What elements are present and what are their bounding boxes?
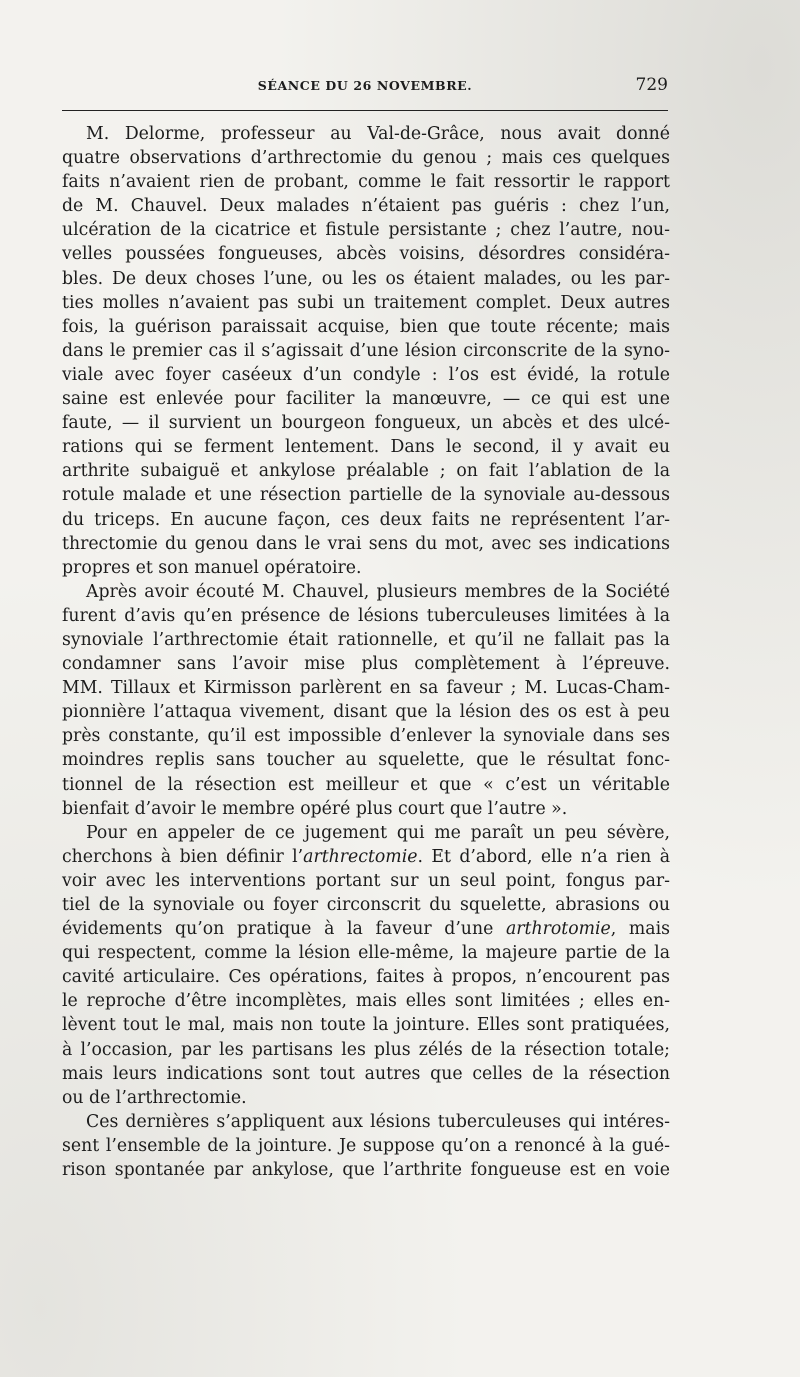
text-line: qui respectent, comme la lésion elle-même, la majeure partie de la <box>62 943 670 964</box>
body-text <box>62 122 670 1182</box>
text-line: pionnière l’attaqua vivement, disant que la lésion des os est à peu <box>62 702 670 723</box>
text-line: quatre observations d’arthrectomie du genou ; mais ces quelques <box>62 148 670 169</box>
paragraph <box>62 1110 670 1182</box>
text-line: tionnel de la résection est meilleur et que « c’est un véritable <box>62 774 670 795</box>
text-line: à l’occasion, par les partisans les plus zélés de la résection totale; <box>62 1039 670 1060</box>
text-line: rison spontanée par ankylose, que l’arthrite fongueuse est en voie <box>62 1160 670 1181</box>
text-line: Ces dernières s’appliquent aux lésions tuberculeuses qui intéres- <box>86 1111 670 1132</box>
paragraph <box>62 821 670 1110</box>
text-line: synoviale l’arthrectomie était rationnelle, et qu’il ne fallait pas la <box>62 629 670 650</box>
text-line: threctomie du genou dans le vrai sens du mot, avec ses indications <box>62 533 670 554</box>
text-line: lèvent tout le mal, mais non toute la jointure. Elles sont pratiquées, <box>62 1015 670 1036</box>
text-line: ou de l’arthrectomie. <box>62 1087 247 1108</box>
text-line: ulcération de la cicatrice et fistule persistante ; chez l’autre, nou- <box>62 220 670 241</box>
paragraph <box>62 580 670 821</box>
text-line: velles poussées fongueuses, abcès voisins, désordres considéra- <box>62 244 670 265</box>
text-line: cavité articulaire. Ces opérations, faites à propos, n’encourent pas <box>62 967 670 988</box>
page-number: 729 <box>635 75 668 95</box>
text-line: mais leurs indications sont tout autres que celles de la résection <box>62 1063 670 1084</box>
text-line: sent l’ensemble de la jointure. Je suppose qu’on a renoncé à la gué- <box>62 1135 670 1156</box>
text-line: de M. Chauvel. Deux malades n’étaient pas guéris : chez l’un, <box>62 196 670 217</box>
text-line: ties molles n’avaient pas subi un traitement complet. Deux autres <box>62 292 670 313</box>
text-line: arthrite subaiguë et ankylose préalable ; on fait l’ablation de la <box>62 461 670 482</box>
header-rule <box>62 110 668 111</box>
text-line: tiel de la synoviale ou foyer circonscrit du squelette, abrasions ou <box>62 895 670 915</box>
text-line: bles. De deux choses l’une, ou les os étaient malades, ou les par- <box>62 268 670 289</box>
text-line: faits n’avaient rien de probant, comme le fait ressortir le rapport <box>62 172 670 193</box>
text-line: le reproche d’être incomplètes, mais elles sont limitées ; elles en- <box>62 991 670 1012</box>
text-line: du triceps. En aucune façon, ces deux faits ne représentent l’ar- <box>62 509 670 530</box>
paragraph <box>62 122 670 580</box>
text-line: MM. Tillaux et Kirmisson parlèrent en sa faveur ; M. Lucas-Cham- <box>62 678 670 699</box>
text-line: dans le premier cas il s’agissait d’une lésion circonscrite de la syno- <box>62 340 670 361</box>
text-line: viale avec foyer caséeux d’un condyle : l’os est évidé, la rotule <box>62 364 670 385</box>
text-line: furent d’avis qu’en présence de lésions tuberculeuses limitées à la <box>62 605 670 626</box>
text-line: voir avec les interventions portant sur un seul point, fongus par- <box>62 870 670 891</box>
text-line: bienfait d’avoir le membre opéré plus court que l’autre ». <box>62 798 568 819</box>
running-title: SÉANCE DU 26 NOVEMBRE. <box>257 78 473 93</box>
text-line: rations qui se ferment lentement. Dans le second, il y avait eu <box>62 437 670 458</box>
text-line: évidements qu’on pratique à la faveur d’une arthrotomie, mais <box>62 919 671 940</box>
text-line: faute, — il survient un bourgeon fongueux, un abcès et des ulcé- <box>62 413 670 434</box>
text-line: près constante, qu’il est impossible d’enlever la synoviale dans ses <box>62 726 670 747</box>
text-line: cherchons à bien définir l’arthrectomie. Et d’abord, elle n’a rien à <box>62 846 670 867</box>
text-line: fois, la guérison paraissait acquise, bien que toute récente; mais <box>62 316 670 337</box>
text-line: Après avoir écouté M. Chauvel, plusieurs membres de la Société <box>86 581 670 602</box>
text-line: moindres replis sans toucher au squelette, que le résultat fonc- <box>62 750 670 771</box>
text-line: propres et son manuel opératoire. <box>62 557 362 578</box>
text-line: condamner sans l’avoir mise plus complètement à l’épreuve. <box>62 654 670 675</box>
text-line: rotule malade et une résection partielle de la synoviale au-dessous <box>62 485 670 506</box>
text-line: M. Delorme, professeur au Val-de-Grâce, nous avait donné <box>86 124 670 144</box>
text-line: Pour en appeler de ce jugement qui me paraît un peu sévère, <box>86 822 670 843</box>
page-header <box>62 76 668 100</box>
text-line: saine est enlevée pour faciliter la manœuvre, — ce qui est une <box>62 389 670 410</box>
